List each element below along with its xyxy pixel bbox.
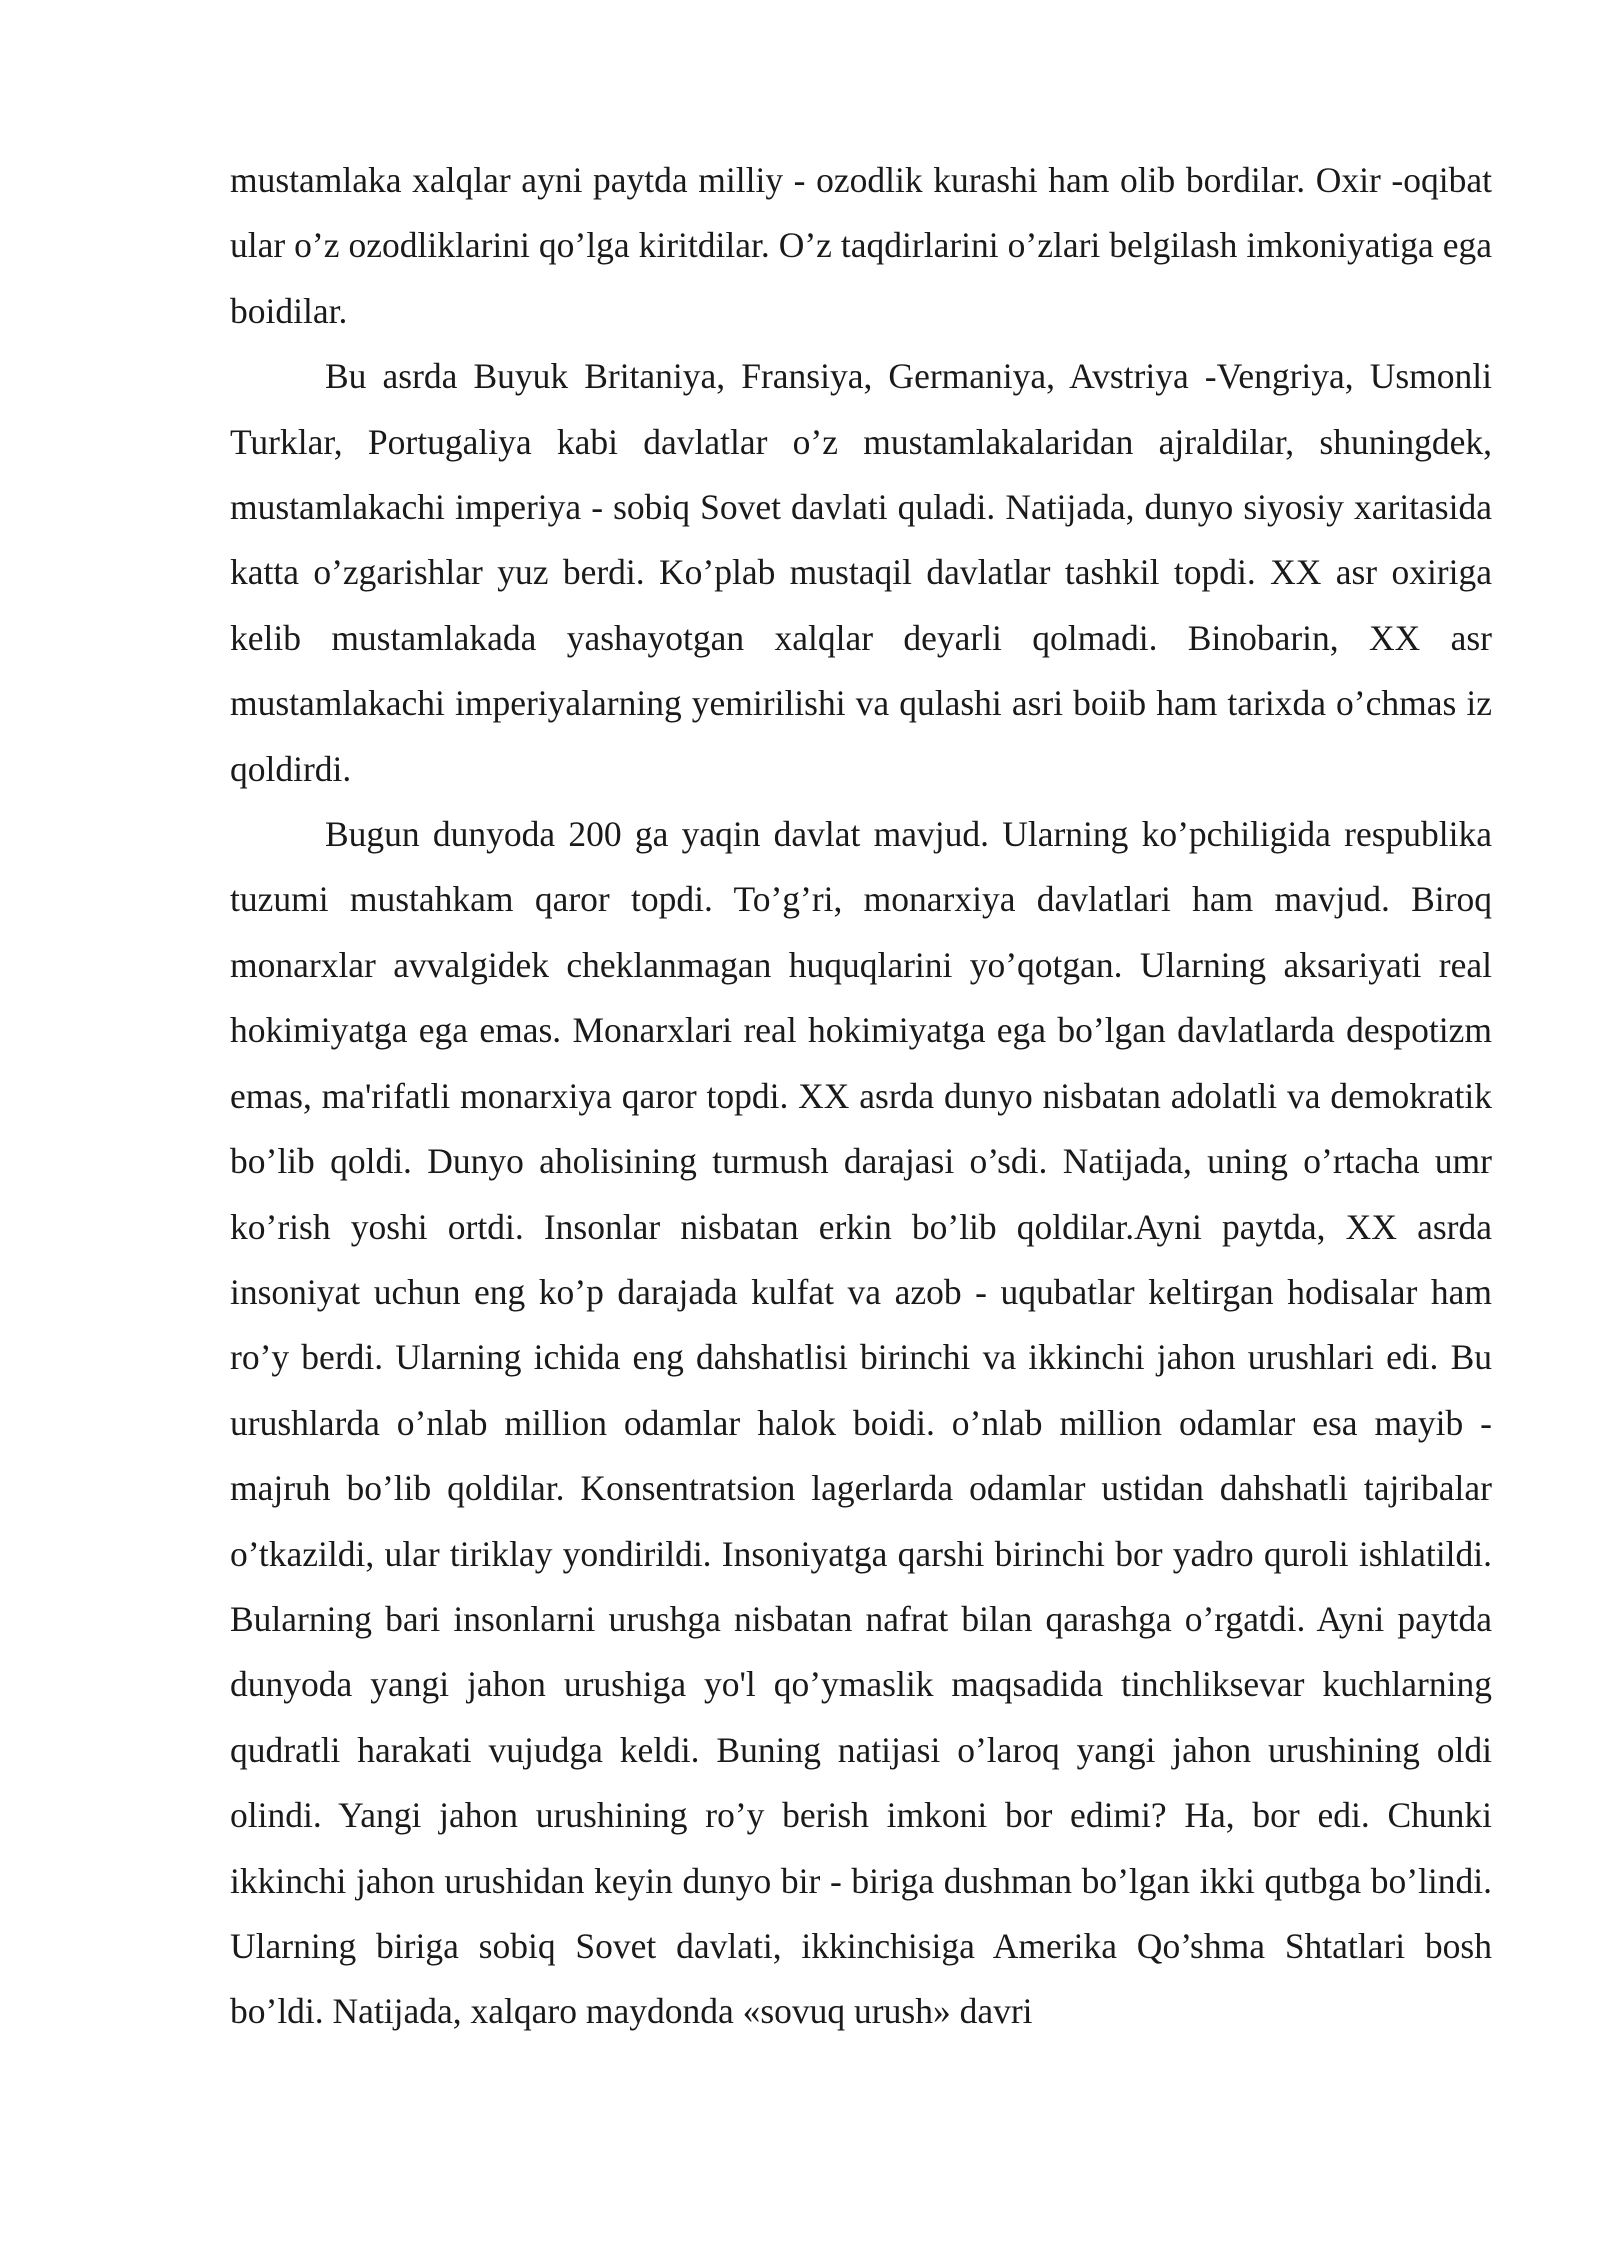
paragraph-1: mustamlaka xalqlar ayni paytda milliy - ozodlik kurashi ham olib bordilar. Oxir -oqibat ular o’z ozodliklarini qo’lga kiritdilar. O’z taqdirlarini o’zlari belgilash imkoniyatiga ega boidilar. (230, 160, 1492, 331)
paragraph-2: Bu asrda Buyuk Britaniya, Fransiya, Germaniya, Avstriya -Vengriya, Usmonli Turklar, Portugaliya kabi davlatlar o’z mustamlakalaridan ajraldilar, shuningdek, mustamlakachi imperiya - sobiq Sovet davlati quladi. Natijada, dunyo siyosiy xaritasida katta o’zgarishlar yuz berdi. Ko’plab mustaqil davlatlar tashkil topdi. XX asr oxiriga kelib mustamlakada yashayotgan xalqlar deyarli qolmadi. Binobarin, XX asr mustamlakachi imperiyalarning yemirilishi va qulashi asri boiib ham tarixda o’chmas iz qoldirdi. (230, 356, 1492, 789)
document-body (230, 148, 1492, 2045)
paragraph-3: Bugun dunyoda 200 ga yaqin davlat mavjud. Ularning ko’pchiligida respublika tuzumi mustahkam qaror topdi. To’g’ri, monarxiya davlatlari ham mavjud. Biroq monarxlar avvalgidek cheklanmagan huquqlarini yo’qotgan. Ularning aksariyati real hokimiyatga ega emas. Monarxlari real hokimiyatga ega bo’lgan davlatlarda despotizm emas, ma'rifatli monarxiya qaror topdi. XX asrda dunyo nisbatan adolatli va demokratik bo’lib qoldi. Dunyo aholisining turmush darajasi o’sdi. Natijada, uning o’rtacha umr ko’rish yoshi ortdi. Insonlar nisbatan erkin bo’lib qoldilar.Ayni paytda, XX asrda insoniyat uchun eng ko’p darajada kulfat va azob - uqubatlar keltirgan hodisalar ham ro’y berdi. Ularning ichida eng dahshatlisi birinchi va ikkinchi jahon urushlari edi. Bu urushlarda o’nlab million odamlar halok boidi. o’nlab million odamlar esa mayib - majruh bo’lib qoldilar. Konsentratsion lagerlarda odamlar ustidan dahshatli tajribalar o’tkazildi, ular tiriklay yondirildi. Insoniyatga qarshi birinchi bor yadro quroli ishlatildi. Bularning bari insonlarni urushga nisbatan nafrat bilan qarashga o’rgatdi. Ayni paytda dunyoda yangi jahon urushiga yo'l qo’ymaslik maqsadida tinchliksevar kuchlarning qudratli harakati vujudga keldi. Buning natijasi o’laroq yangi jahon urushining oldi olindi. Yangi jahon urushining ro’y berish imkoni bor edimi? Ha, bor edi. Chunki ikkinchi jahon urushidan keyin dunyo bir - biriga dushman bo’lgan ikki qutbga bo’lindi. Ularning biriga sobiq Sovet davlati, ikkinchisiga Amerika Qo’shma Shtatlari bosh bo’ldi. Natijada, xalqaro maydonda «sovuq urush» davri (230, 814, 1492, 2032)
